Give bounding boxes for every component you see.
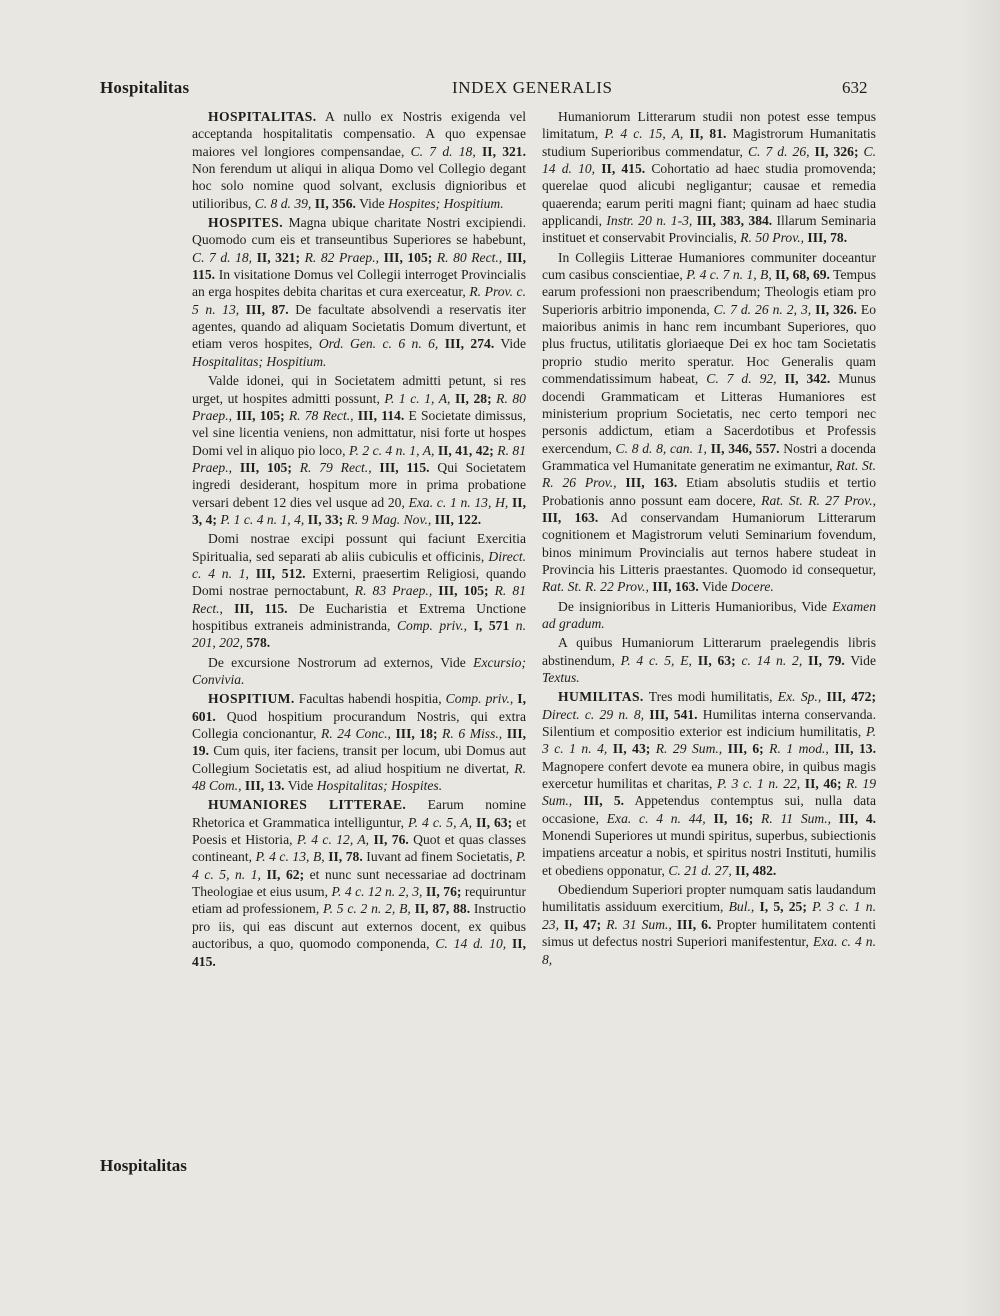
entry-text: Vide [284,778,317,794]
volume-page: II, 81. [683,126,727,142]
entry-text: Tres modi humilitatis, [643,689,778,705]
volume-page: II, 68, 69. [771,267,830,283]
headword: HOSPITES. [208,215,283,231]
volume-page: II, 321. [475,143,526,159]
volume-page: II, 41, 42; [434,442,494,458]
volume-page: II, 62; [260,866,305,882]
citation: P. 4 c. 5, A, [408,814,472,830]
volume-page: III, 4. [831,810,877,826]
volume-page: II, 78. [324,849,363,865]
citation: P. 3 c. 1 n. 4, [542,724,876,757]
entry-hospitium [192,690,526,794]
citation: R. 50 Prov., [740,230,805,246]
entry-text: Vide [494,336,526,352]
volume-page: III, 163. [542,509,599,525]
citation: R. Prov. c. 5 n. 13, [192,284,526,317]
running-head-left: Hospitalitas [100,78,190,97]
entry-text: Non ferendum ut aliqui in aliqua Domo vel Collegio degant hoc solo nomine quod solvant, exclusis dignioribus et utilioribus, [192,161,526,211]
entry-text: Quot et quas classes contineant, [192,832,526,865]
volume-page: III, 13. [828,741,876,757]
entry-text: Iuvant ad finem Societatis, [362,849,517,865]
citation: R. 31 Sum., [601,916,672,932]
volume-page: III, 105; [379,249,433,265]
volume-page: II, 33; [304,511,344,527]
volume-page: II, 3, 4; [192,494,526,527]
entry-text: Illarum Seminaria instituet et conservabit Provincialis, [542,213,877,246]
volume-page: 578. [242,635,271,651]
headword: HUMILITAS. [558,689,644,705]
volume-page: II, 76; [422,884,462,900]
volume-page: III, 122. [431,511,482,527]
citation: R. 9 Mag. Nov., [343,511,432,527]
cross-reference: Docere. [730,579,774,595]
volume-page: I, 571 [467,617,510,633]
citation: Rat. St. R. 22 Prov., [542,579,649,595]
entry-text: E Societate dimissus, vel sine licentia veniens, non admittatur, nisi forte ut hospes Domi vel in aliquo pio loco, [192,407,526,458]
volume-page: III, 472; [821,689,876,705]
entry-text: Magna ubique charitate Nostri excipiendi. Quomodo cum eis et transeuntibus Superiores se habebunt, [192,215,526,248]
page-number: 632 [842,78,868,97]
cross-reference: Hospites; Hospitium. [388,195,504,211]
entry-text: et nunc sunt necessariae ad doctrinam Theologiae et eius usum, [192,866,526,900]
citation: R. 80 Rect., [432,249,503,265]
entry-text: Appetendus contemptus sui, nulla data occasione, [542,793,876,826]
entry-humilitas [542,688,876,879]
citation: C. 7 d. 18, [192,249,253,265]
cross-reference: Excursio; Convivia. [192,654,526,687]
citation: R. 1 mod., [763,741,829,757]
entry-paragraph [542,108,876,247]
cross-reference: Textus. [542,670,580,685]
entry-text: Tempus earum professioni non praescribendum; Theologis etiam pro Superioris arbitrio imponenda, [542,267,876,317]
entry-paragraph [542,881,876,968]
entry-text: A nullo ex Nostris exigenda vel acceptanda hospitalitatis compensatio. A quo expensae maiores vel longiores compensandae, [192,109,526,159]
entry-paragraph [542,634,876,686]
entry-paragraph [192,530,526,651]
citation: Direct. c. 29 n. 8, [542,706,645,722]
volume-page: II, 43; [607,741,651,757]
citation: R. 78 Rect., [284,407,354,423]
headword: HUMANIORES LITTERAE. [208,797,407,813]
citation: C. 21 d. 27, [668,862,732,878]
volume-page: III, 78. [804,230,848,246]
volume-page: III, 18; [390,726,438,742]
citation: C. 14 d. 10, [542,143,876,177]
citation: C. 8 d. 39, [254,195,312,211]
entry-text: Cum quis, iter faciens, transit per locum, ubi Domus aut Collegium Societatis est, ad aliud hospitium ne divertat, [192,743,526,776]
citation: R. 11 Sum., [753,810,832,826]
volume-page: III, 6; [722,741,764,757]
citation: Ex. Sp., [777,689,822,705]
citation: Comp. priv., [396,617,468,633]
left-column [192,108,526,970]
citation: C. 7 d. 92, [706,371,777,387]
entry-text: Valde idonei, qui in Societatem admitti petunt, si res urget, ut hospites admitti possunt, [192,373,526,406]
citation: Ord. Gen. c. 6 n. 6, [318,336,439,352]
citation: C. 7 d. 26, [747,143,810,159]
citation: R. 82 Praep., [300,249,380,265]
citation: Bul., [728,899,755,915]
entry-text: Vide [355,195,389,211]
citation: R. 24 Conc., [321,726,391,742]
running-title: INDEX GENERALIS [452,78,613,97]
entry-text: Quod hospitium procurandum Nostris, qui extra Collegia concionantur, [192,708,526,742]
citation: Rat. St. R. 26 Prov., [542,457,876,491]
citation: R. 19 Sum., [542,776,877,809]
running-foot-left: Hospitalitas [100,1156,187,1175]
citation: P. 4 c. 5, E, [620,652,692,668]
volume-page: III, 13. [241,778,285,794]
entry-text: Nostri a docenda Grammatica vel Humanitate generatim ne eximantur, [542,440,876,473]
volume-page: II, 87, 88. [410,901,471,917]
citation: P. 4 c. 5, n. 1, [192,849,526,882]
entry-text: Vide [698,579,731,595]
volume-page: II, 47; [559,916,602,932]
volume-page: III, 105; [432,583,489,599]
cross-reference: Examen ad gradum. [542,598,876,631]
entry-text: Obediendum Superiori propter numquam satis laudandum humilitatis assiduum exercitium, [542,882,876,915]
volume-page: II, 415. [595,161,646,177]
volume-page: III, 383, 384. [692,213,773,229]
citation: P. 1 c. 4 n. 1, 4, [216,511,305,527]
volume-page: III, 541. [644,706,698,722]
volume-page: III, 105; [232,407,285,423]
citation: P. 4 c. 12, A, [296,832,370,848]
citation: R. 81 Praep., [192,442,527,475]
citation: R. 80 Praep., [192,390,526,423]
volume-page: II, 79. [802,652,845,668]
entry-text: Ad conservandam Humaniorum Litterarum cognitionem et Magistrorum veluti Seminarium fovendum, binos minimum Provincialis aut ternos habere studeat in Provincia his Litteris praestantes. Quomodo id consequetur, [542,509,876,577]
volume-page: III, 163. [616,475,678,491]
volume-page: II, 28; [450,390,492,406]
citation: Direct. c. 4 n. 1, [192,548,526,581]
citation: R. 83 Praep., [354,583,433,599]
entry-text: Magistrorum Humanitatis studium Superioribus commendatur, [542,126,876,159]
volume-page: II, 356. [311,195,356,211]
volume-page: III, 87. [239,301,289,317]
citation: P. 3 c. 1 n. 23, [542,899,876,932]
volume-page: III, 115. [222,600,288,616]
entry-text: Monendi Superiores ut mundi spiritus, superbus, subiectionis impatiens arceatur a nobis, et spiritus nostri Instituti, humilis et obediens opponatur, [542,828,876,878]
citation: P. 1 c. 1, A, [384,390,451,406]
entry-text: Humaniorum Litterarum studii non potest esse tempus limitatum, [542,109,876,142]
citation: P. 4 c. 13, B, [255,849,325,865]
citation: R. 79 Rect., [291,459,372,475]
entry-text: Vide [844,652,876,668]
citation: n. 201, 202, [192,617,526,651]
citation: Rat. St. R. 27 Prov., [761,492,876,508]
citation: C. 14 d. 10, [435,936,507,952]
entry-text: De facultate absolvendi a reservatis iter agentes, quando ad aliquam Societatis Domum divertunt, et etiam veros hospites, [192,301,527,352]
entry-text: Facultas habendi hospitia, [294,691,446,707]
entry-hospitalitas [192,108,526,212]
citation: P. 4 c. 12 n. 2, 3, [331,884,423,900]
volume-page: III, 105; [232,459,292,475]
citation: Instr. 20 n. 1-3, [606,213,693,229]
volume-page: III, 274. [438,336,495,352]
citation: R. 6 Miss., [437,726,503,742]
citation: R. 81 Rect., [192,583,526,616]
entry-text: De Eucharistia et Extrema Unctione hospitibus extraneis administranda, [192,600,526,633]
entry-text: Cohortatio ad haec studia promovenda; querelae quod alicubi negligantur; causae et remedia quaerenda; earum periti magni fiant; quinam ad haec studia applicandi, [542,161,877,229]
citation: c. 14 n. 2, [735,652,803,668]
headword: HOSPITALITAS. [208,109,317,124]
volume-page: III, 115. [371,459,430,475]
volume-page: II, 342. [776,371,831,387]
entry-hospites [192,214,526,370]
volume-page: III, 163. [648,579,699,595]
volume-page: III, 19. [192,726,527,759]
entry-text: De excursione Nostrorum ad externos, Vide [208,654,474,670]
entry-text: et Poesis et Historia, [192,814,526,848]
volume-page: II, 321; [252,249,301,265]
entry-text: Humilitas interna conservanda. Silentium et compositio exterior est indicium humilitatis, [542,706,876,740]
cross-reference: Hospitalitas; Hospitium. [192,353,327,369]
volume-page: II, 63; [471,814,513,830]
volume-page: II, 76. [369,832,409,848]
entry-paragraph [192,654,526,689]
entry-text: requiruntur etiam ad professionem, [192,884,526,917]
volume-page: III, 6. [671,916,712,932]
volume-page: II, 415. [192,936,526,969]
volume-page: III, 512. [248,565,306,581]
entry-text: In visitatione Domus vel Collegii interroget Provincialis an erga hospites debita charitas et cura exerceatur, [192,267,526,300]
citation: C. 7 d. 26 n. 2, 3, [713,301,812,317]
entry-humaniores-litterae [192,796,526,969]
citation: P. 2 c. 4 n. 1, A, [348,442,435,458]
volume-page: III, 114. [353,407,405,423]
page-edge-shadow [960,0,1000,1316]
volume-page: III, 115. [192,249,527,283]
entry-text: Externi, praesertim Religiosi, quando Domi nostrae pernoctabunt, [192,565,526,599]
volume-page: II, 346, 557. [706,440,780,456]
citation: R. 29 Sum., [650,741,723,757]
entry-paragraph [192,372,526,528]
cross-reference: Hospitalitas; Hospites. [316,778,443,794]
entry-text: Qui Societatem ingredi desiderant, hospitum more in prima probatione versari debent 12 dies vel usque ad 20, [192,459,526,510]
volume-page: III, 5. [572,793,625,809]
entry-text: De insignioribus in Litteris Humanioribus, Vide [558,598,833,614]
entry-text: A quibus Humaniorum Litterarum praelegendis libris abstinendum, [542,635,876,668]
entry-text: Eo maioribus animis in hanc rem incumbant Superiores, quo plus fructus, utilitatis gloriaeque Dei ex hoc tam Societatis proprio studio merito speratur. Hoc Generalis quam commendatissimum habeat, [542,301,876,387]
entry-text: Etiam absolutis studiis et tertio Probationis anno possunt eam docere, [542,475,876,508]
citation: P. 4 c. 7 n. 1, B, [686,267,772,283]
volume-page: II, 46; [800,776,842,792]
entry-text: Propter humilitatem contenti simus ut defectus nostri Superiori manifestentur, [542,916,876,950]
entry-paragraph [542,598,876,633]
citation: Exa. c. 4 n. 44, [606,810,706,826]
citation: P. 4 c. 15, A, [604,126,684,142]
volume-page: I, 601. [192,691,526,724]
citation: Comp. priv., [445,691,514,707]
citation: P. 3 c. 1 n. 22, [717,776,801,792]
volume-page: II, 326. [811,301,857,317]
citation: Exa. c. 1 n. 13, H, [408,494,509,510]
entry-text: Instructio pro iis, qui eas discunt aut externos docent, ex quibus auctoribus, a quo, quomodo componenda, [192,901,526,952]
citation: C. 7 d. 18, [410,143,476,159]
volume-page: I, 5, 25; [754,899,807,915]
entry-text: Munus docendi Grammaticam et Litteras Humaniores est ministerium proprium Societatis, nec certo tempori nec personis addictum, etiam a Sacerdotibus et Professis exercendum, [542,371,876,456]
entry-text: Earum nomine Rhetorica et Grammatica intelliguntur, [192,797,527,830]
right-column [542,108,876,968]
volume-page: II, 63; [691,652,736,668]
volume-page: II, 482. [731,862,777,878]
entry-paragraph [542,249,876,596]
entry-text: In Collegiis Litterae Humaniores communiter doceantur cum casibus conscientiae, [542,249,876,283]
citation: P. 5 c. 2 n. 2, B, [323,901,411,917]
volume-page: II, 326; [809,143,859,159]
citation: R. 48 Com., [192,760,526,794]
citation: Exa. c. 4 n. 8, [542,934,876,967]
headword: HOSPITIUM. [208,691,295,707]
entry-text: Domi nostrae excipi possunt qui faciunt Exercitia Spiritualia, sed separati ab aliis cubiculis et officinis, [192,531,526,564]
entry-text: Magnopere confert devote ea munera obire, in quibus magis exercetur humilitas et charitas, [542,758,876,792]
citation: C. 8 d. 8, can. 1, [615,440,707,456]
volume-page: II, 16; [705,810,754,826]
